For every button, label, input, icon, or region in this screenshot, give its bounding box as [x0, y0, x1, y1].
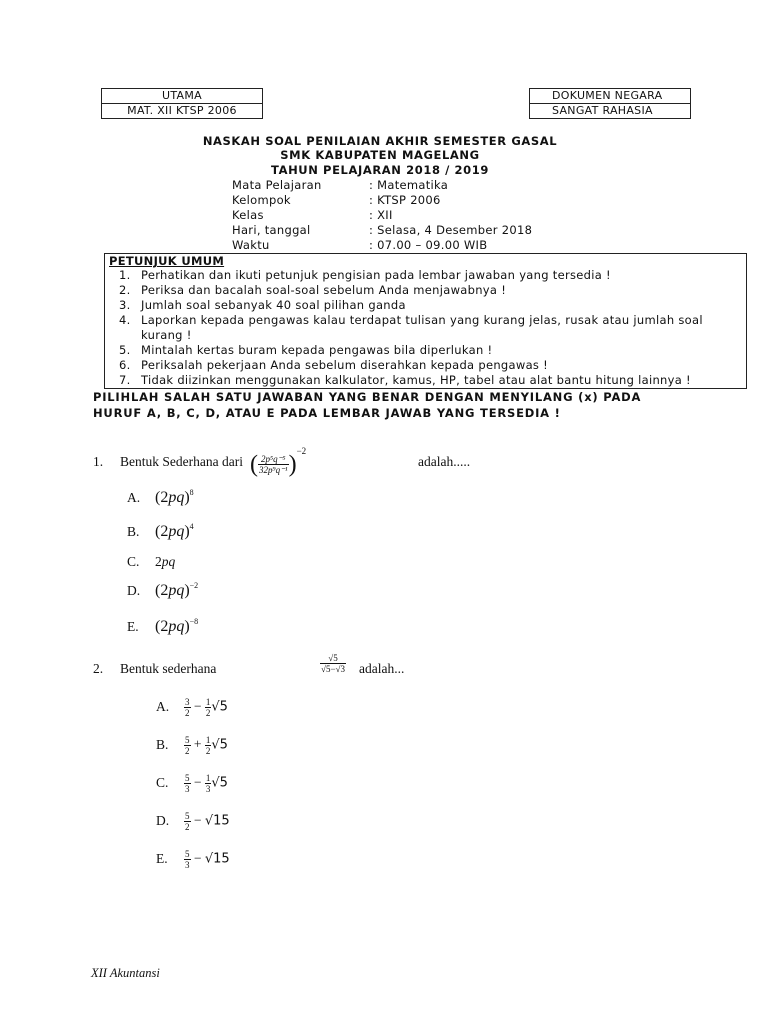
option-2e — [156, 849, 230, 870]
instruction-item — [117, 283, 747, 298]
option-1d: D. $(2pq)^{-2}$ — [127, 581, 199, 599]
answer-instruction: HURUF A, B, C, D, ATAU E PADA LEMBAR JAWAB YANG TERSEDIA ! — [93, 406, 561, 420]
instruction-item — [117, 373, 747, 388]
fraction-numerator: 1 — [205, 697, 211, 707]
option-operator: − — [193, 812, 202, 828]
instruction-item — [117, 313, 747, 343]
option-2d — [156, 811, 230, 832]
fraction-denominator: 3 — [185, 784, 190, 794]
fraction-numerator: 5 — [185, 773, 190, 783]
instruction-number: 4. — [119, 313, 131, 327]
option-2b — [156, 735, 228, 756]
header-right-line: SANGAT RAHASIA — [530, 103, 690, 118]
document-title: NASKAH SOAL PENILAIAN AKHIR SEMESTER GASAL — [202, 134, 558, 148]
option-2c — [156, 773, 228, 794]
option-label: A. — [156, 698, 170, 714]
header-left-line: UTAMA — [162, 89, 202, 102]
instruction-number: 1. — [119, 268, 131, 282]
question-text: Bentuk sederhana — [120, 661, 217, 676]
option-1b: B. $(2pq)^4$ — [127, 522, 194, 540]
fraction-denominator: 2 — [185, 708, 190, 718]
instruction-number: 6. — [119, 358, 131, 372]
fraction-numerator: 1 — [205, 735, 211, 745]
question-suffix: adalah..... — [418, 454, 471, 469]
option-label: D. — [156, 812, 170, 828]
expression-exponent: −2 — [296, 446, 307, 456]
info-value: : Matematika — [369, 178, 449, 192]
info-key: Kelompok — [232, 193, 291, 207]
general-instructions-box — [104, 253, 747, 389]
instruction-text: Laporkan kepada pengawas kalau terdapat tulisan yang kurang jelas, rusak atau jumlah soal kurang ! — [141, 313, 703, 342]
option-radical: √5 — [211, 699, 228, 715]
question-2 — [93, 653, 693, 683]
info-row — [232, 208, 393, 223]
expression-denominator: 32p⁹q⁻¹ — [259, 465, 288, 476]
fraction-denominator: 2 — [205, 708, 211, 718]
fraction-numerator: 1 — [205, 773, 211, 783]
info-row — [232, 178, 448, 193]
question-suffix: adalah... — [359, 661, 405, 676]
option-operator: − — [193, 774, 202, 790]
fraction-denominator: 2 — [185, 746, 190, 756]
option-exponent: −2 — [189, 581, 199, 590]
answer-instruction: PILIHLAH SALAH SATU JAWABAN YANG BENAR DENGAN MENYILANG (x) PADA — [93, 390, 642, 404]
instruction-item — [117, 298, 747, 313]
fraction-numerator: 3 — [185, 697, 190, 707]
instruction-number: 7. — [119, 373, 131, 387]
option-1c — [127, 554, 175, 570]
expression-numerator: 2p⁵q⁻⁵ — [258, 454, 289, 465]
instruction-text: Jumlah soal sebanyak 40 soal pilihan ganda — [141, 298, 406, 312]
option-exponent: −8 — [189, 617, 199, 626]
option-1a: A. $(2pq)^8$ — [127, 488, 194, 506]
option-exponent: 4 — [189, 522, 194, 531]
info-key: Hari, tanggal — [232, 223, 311, 237]
instructions-list — [117, 268, 747, 388]
fraction-numerator: 5 — [185, 811, 190, 821]
fraction-denominator: 2 — [205, 746, 211, 756]
instruction-number: 3. — [119, 298, 131, 312]
instruction-text: Periksalah pekerjaan Anda sebelum diserahkan kepada pengawas ! — [141, 358, 549, 372]
option-radical: √15 — [204, 813, 230, 829]
option-label: E. — [156, 850, 168, 866]
option-exponent: 8 — [189, 488, 194, 497]
question-number: 2. — [93, 661, 104, 676]
info-row — [232, 223, 532, 238]
instruction-text: Perhatikan dan ikuti petunjuk pengisian pada lembar jawaban yang tersedia ! — [141, 268, 611, 282]
info-row — [232, 193, 441, 208]
option-text: 2 — [155, 554, 162, 569]
instruction-text: Periksa dan bacalah soal-soal sebelum Anda menjawabnya ! — [141, 283, 507, 297]
option-radical: √5 — [211, 737, 228, 753]
header-left-box — [101, 88, 263, 119]
info-value: : 07.00 – 09.00 WIB — [369, 238, 488, 252]
academic-year: TAHUN PELAJARAN 2018 / 2019 — [271, 163, 489, 177]
instruction-text: Tidak diizinkan menggunakan kalkulator, kamus, HP, tabel atau alat bantu hitung lainnya ! — [141, 373, 691, 387]
question-fraction — [320, 653, 346, 674]
option-label: B. — [156, 736, 169, 752]
page-footer: XII Akuntansi — [91, 966, 160, 980]
option-operator: − — [193, 850, 202, 866]
fraction-denominator: √5−√3 — [321, 664, 345, 674]
fraction-denominator: 3 — [205, 784, 211, 794]
option-operator: − — [193, 698, 202, 714]
fraction-denominator: 2 — [185, 822, 190, 832]
option-label: C. — [127, 554, 140, 569]
option-label: B. — [127, 524, 140, 539]
fraction-numerator: √5 — [320, 653, 346, 664]
question-expression: ( $\frac{\text{2p⁵q⁻⁵}}{\text{32p⁹q⁻¹}}$ )$^{-2}$ — [250, 446, 307, 478]
header-left-line: MAT. XII KTSP 2006 — [102, 103, 262, 118]
header-right-line: DOKUMEN NEGARA — [552, 89, 663, 102]
option-label: A. — [127, 490, 141, 505]
fraction-denominator: 3 — [185, 860, 190, 870]
instruction-item — [117, 268, 747, 283]
option-radical: √5 — [211, 775, 228, 791]
option-2a — [156, 697, 228, 718]
info-value: : KTSP 2006 — [369, 193, 441, 207]
option-radical: √15 — [204, 851, 230, 867]
instructions-title: PETUNJUK UMUM — [109, 254, 225, 268]
option-label: C. — [156, 774, 169, 790]
question-text: Bentuk Sederhana dari — [120, 454, 243, 469]
option-1e: E. $(2pq)^{-8}$ — [127, 617, 199, 635]
header-right-box — [529, 88, 691, 119]
instruction-number: 5. — [119, 343, 131, 357]
fraction-numerator: 5 — [185, 735, 190, 745]
option-variable: pq — [161, 554, 176, 569]
fraction-numerator: 5 — [185, 849, 190, 859]
option-label: D. — [127, 583, 141, 598]
instruction-item — [117, 343, 747, 358]
info-key: Waktu — [232, 238, 270, 252]
instruction-text: Mintalah kertas buram kepada pengawas bila diperlukan ! — [141, 343, 493, 357]
question-1 — [93, 446, 693, 480]
info-value: : Selasa, 4 Desember 2018 — [369, 223, 533, 237]
option-label: E. — [127, 619, 139, 634]
instruction-number: 2. — [119, 283, 131, 297]
info-key: Mata Pelajaran — [232, 178, 322, 192]
question-number: 1. — [93, 454, 104, 469]
info-row — [232, 238, 487, 253]
instruction-item — [117, 358, 747, 373]
option-operator: + — [193, 736, 202, 752]
info-value: : XII — [369, 208, 393, 222]
info-key: Kelas — [232, 208, 264, 222]
school-name: SMK KABUPATEN MAGELANG — [280, 148, 480, 162]
